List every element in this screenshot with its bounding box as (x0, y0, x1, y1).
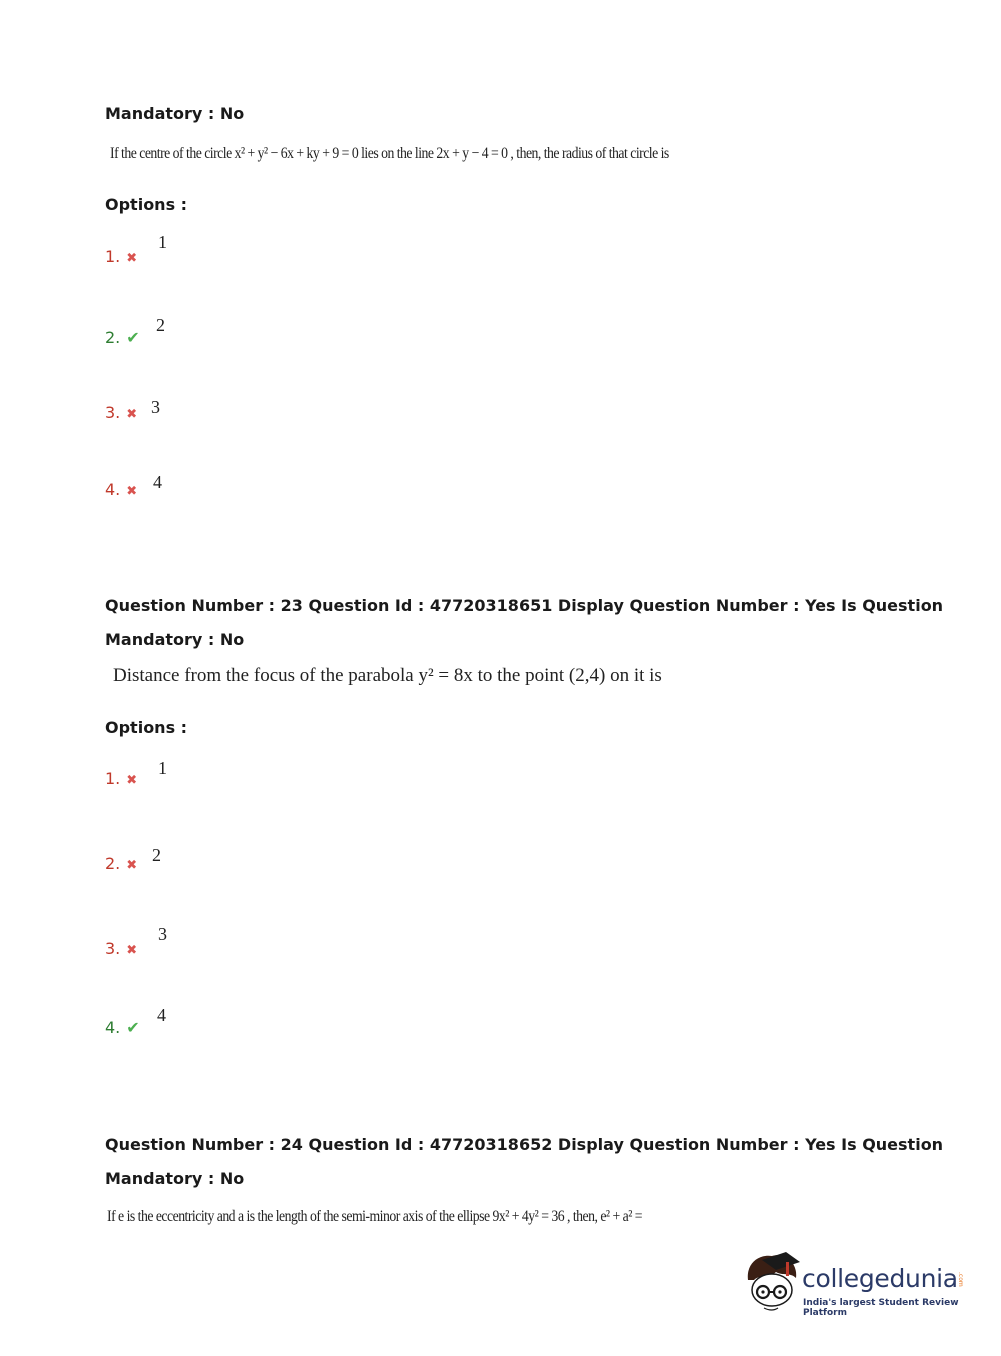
q22-option-4-value: 4 (153, 472, 162, 492)
q23-option-4[interactable] (105, 1018, 140, 1037)
q23-option-4-value: 4 (157, 1005, 166, 1025)
option-number: 4. (105, 1018, 121, 1037)
collegedunia-logo[interactable] (742, 1250, 972, 1320)
logo-wordmark: collegedunia (802, 1264, 958, 1293)
q22-option-1[interactable] (105, 247, 137, 266)
q22-option-2-value: 2 (156, 315, 165, 335)
wrong-icon: ✖ (126, 858, 138, 873)
option-number: 1. (105, 769, 121, 788)
q23-option-3[interactable] (105, 939, 137, 958)
q22-option-4[interactable] (105, 480, 137, 499)
q23-option-1-value: 1 (158, 758, 167, 778)
q23-header: Question Number : 23 Question Id : 47720318651 Display Question Number : Yes Is Question (105, 596, 944, 615)
q22-mandatory: Mandatory : No (105, 104, 245, 123)
q22-option-3[interactable] (105, 403, 137, 422)
check-icon: ✔ (126, 328, 140, 347)
wrong-icon: ✖ (126, 407, 138, 422)
q22-option-2[interactable] (105, 328, 140, 347)
wrong-icon: ✖ (126, 773, 138, 788)
q23-question-text: Distance from the focus of the parabola y² = 8x to the point (2,4) on it is (113, 665, 662, 686)
q22-option-1-value: 1 (158, 232, 167, 252)
mascot-icon (742, 1250, 802, 1316)
option-number: 3. (105, 939, 121, 958)
q24-question-text: If e is the eccentricity and a is the length of the semi-minor axis of the ellipse 9x² + 4y² = 36 , then, e² + a² = (107, 1208, 643, 1225)
q23-options-label: Options : (105, 718, 188, 737)
q23-option-3-value: 3 (158, 924, 167, 944)
q23-mandatory: Mandatory : No (105, 630, 245, 649)
q22-option-3-value: 3 (151, 397, 160, 417)
wrong-icon: ✖ (126, 484, 138, 499)
q22-options-label: Options : (105, 195, 188, 214)
wrong-icon: ✖ (126, 943, 138, 958)
option-number: 2. (105, 854, 121, 873)
q23-option-2[interactable] (105, 854, 137, 873)
q24-mandatory: Mandatory : No (105, 1169, 245, 1188)
check-icon: ✔ (126, 1018, 140, 1037)
option-number: 3. (105, 403, 121, 422)
logo-domain-suffix: .com (957, 1272, 964, 1287)
q22-question-text: If the centre of the circle x² + y² − 6x + ky + 9 = 0 lies on the line 2x + y − 4 = 0 , then, the radius of that circle is (110, 145, 669, 162)
logo-tagline: India's largest Student Review Platform (803, 1298, 959, 1318)
option-number: 1. (105, 247, 121, 266)
q23-option-1[interactable] (105, 769, 137, 788)
q23-option-2-value: 2 (152, 845, 161, 865)
option-number: 2. (105, 328, 121, 347)
q24-header: Question Number : 24 Question Id : 47720318652 Display Question Number : Yes Is Question (105, 1135, 944, 1154)
wrong-icon: ✖ (126, 251, 138, 266)
option-number: 4. (105, 480, 121, 499)
